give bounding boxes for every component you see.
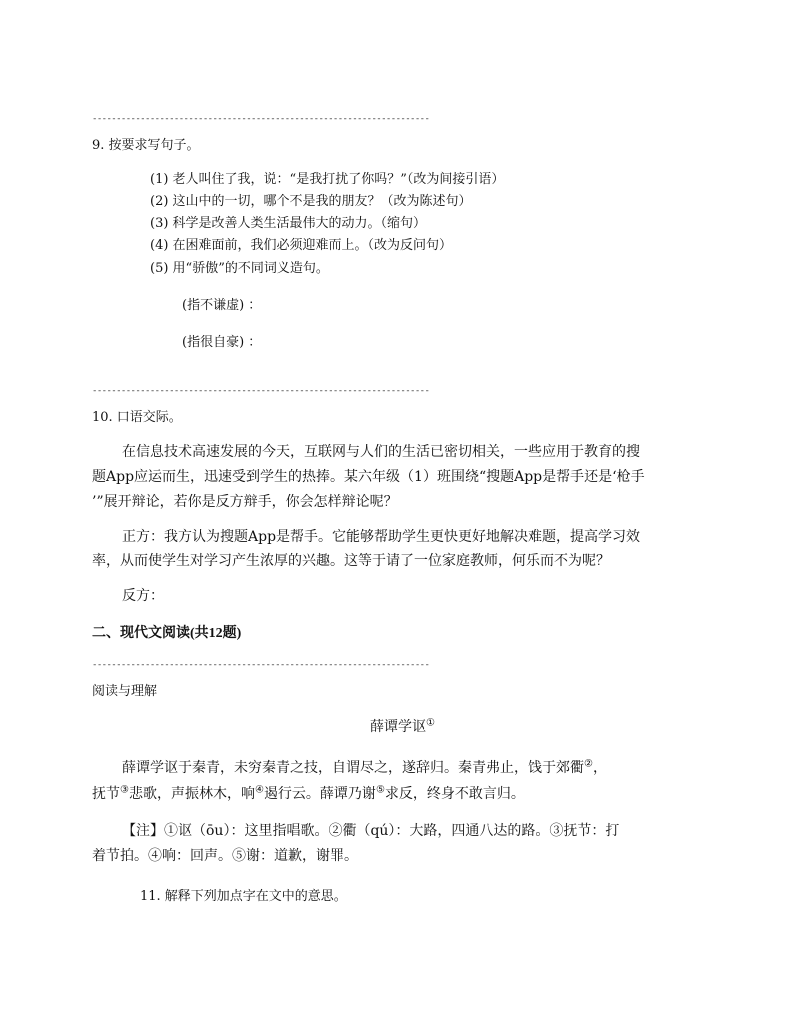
- question-11-title: 11. 解释下列加点字在文中的意思。: [140, 889, 347, 904]
- reading-title: [370, 716, 435, 736]
- footnote-marker: ⑤: [375, 784, 385, 796]
- question-9-item-4: (4) 在困难面前，我们必须迎难而上。（改为反问句）: [150, 238, 453, 253]
- question-9-sub-1: (指不谦虚) ：: [182, 298, 262, 313]
- reading-title-text: 薛谭学讴: [370, 719, 426, 735]
- section-heading: 二、现代文阅读(共12题): [92, 626, 242, 641]
- reading-text-segment: 薛谭学讴于秦青，未穷秦青之技，自谓尽之，遂辞归。秦青弗止，饯于郊衢: [122, 760, 584, 776]
- separator-line: ----------------------------------------------------------------------: [92, 660, 430, 670]
- reading-notes-line-2: 着节拍。④响：回声。⑤谢：道歉，谢罪。: [92, 848, 358, 864]
- question-9-item-1: (1) 老人叫住了我，说：“是我打扰了你吗？”（改为间接引语）: [150, 172, 505, 187]
- separator-line: ----------------------------------------------------------------------: [92, 114, 430, 124]
- reading-text-segment: 悲歌，声振林木，响: [128, 786, 255, 802]
- question-10-title: 10. 口语交际。: [92, 410, 182, 425]
- separator-line: ----------------------------------------------------------------------: [92, 386, 430, 396]
- question-9-sub-2: (指很自豪) ：: [182, 335, 262, 350]
- footnote-marker: ②: [584, 758, 593, 770]
- reading-text-segment: 求反，终身不敢言归。: [384, 786, 525, 802]
- reading-text-line-1: [122, 757, 607, 777]
- reading-text-segment: 抚节: [92, 786, 120, 802]
- footnote-marker: ④: [254, 784, 264, 796]
- footnote-marker: ③: [120, 784, 129, 796]
- reading-text-segment: 遏行云。薛谭乃谢: [263, 786, 376, 802]
- question-9-title: 9. 按要求写句子。: [92, 138, 200, 153]
- question-10-paragraph-1-line-2: 题App应运而生，迅速受到学生的热捧。某六年级（1）班围绕“搜题App是帮手还是‘枪手: [92, 469, 645, 485]
- question-10-opponent-label: 反方：: [122, 588, 164, 604]
- reading-text-segment: ，: [592, 760, 607, 776]
- reading-notes-line-1: 【注】①讴（ōu）：这里指唱歌。②衢（qú）：大路，四通八达的路。③抚节：打: [122, 823, 620, 839]
- question-10-paragraph-1-line-3: ’”展开辩论，若你是反方辩手，你会怎样辩论呢？: [92, 494, 398, 510]
- question-10-paragraph-1-line-1: 在信息技术高速发展的今天，互联网与人们的生活已密切相关，一些应用于教育的搜: [122, 444, 640, 460]
- footnote-marker: ①: [426, 717, 435, 729]
- question-10-paragraph-2-line-1: 正方：我方认为搜题App是帮手。它能够帮助学生更快更好地解决难题，提高学习效: [122, 529, 641, 545]
- reading-label: 阅读与理解: [92, 684, 158, 699]
- question-10-paragraph-2-line-2: 率，从而使学生对学习产生浓厚的兴趣。这等于请了一位家庭教师，何乐而不为呢？: [92, 553, 610, 569]
- reading-text-line-2: [92, 783, 525, 803]
- question-9-item-5: (5) 用“骄傲”的不同词义造句。: [150, 261, 329, 276]
- question-9-item-3: (3) 科学是改善人类生活最伟大的动力。（缩句）: [150, 216, 427, 231]
- question-9-item-2: (2) 这山中的一切，哪个不是我的朋友？（改为陈述句）: [150, 194, 472, 209]
